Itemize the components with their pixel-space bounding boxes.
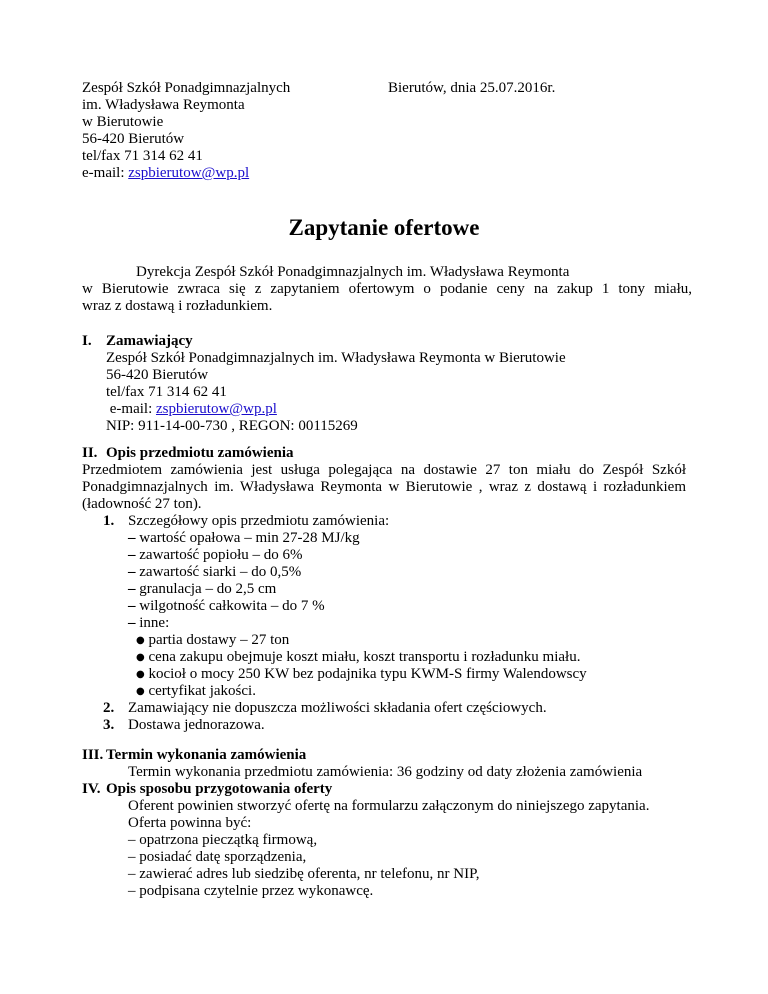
section-4-number: IV. xyxy=(82,781,101,797)
spec-item xyxy=(128,598,360,615)
section-2-paragraph-line: Przedmiotem zamówienia jest usługa polegająca na dostawie 27 ton miału do Zespół Szkół xyxy=(82,462,686,478)
spec-text: zawartość siarki – do 0,5% xyxy=(139,564,302,580)
dash-mark: – xyxy=(128,530,136,546)
orderer-email-line xyxy=(106,401,566,418)
sender-email-line xyxy=(82,165,290,182)
bullet-icon: ● xyxy=(136,652,145,663)
sender-line: im. Władysława Reymonta xyxy=(82,97,245,113)
bullet-list xyxy=(136,632,587,700)
spec-item xyxy=(128,530,360,547)
section-4-line: Oferta powinna być: xyxy=(128,815,252,831)
section-2-paragraph-line: (ładowność 27 ton). xyxy=(82,496,202,512)
requirement-item: – posiadać datę sporządzenia, xyxy=(128,849,307,865)
spec-item xyxy=(128,547,360,564)
bullet-text: partia dostawy – 27 ton xyxy=(148,632,290,648)
dash-mark: – xyxy=(128,564,136,580)
page-title: Zapytanie ofertowe xyxy=(288,215,480,240)
email-link[interactable]: zspbierutow@wp.pl xyxy=(128,165,250,181)
dash-mark: – xyxy=(128,581,136,597)
bullet-icon: ● xyxy=(136,669,145,680)
sender-line: 56-420 Bierutów xyxy=(82,131,185,147)
section-3-text: Termin wykonania przedmiotu zamówienia: 36 godziny od daty złożenia zamówienia xyxy=(128,764,643,780)
bullet-item xyxy=(136,666,587,683)
list-number: 2. xyxy=(103,700,115,716)
section-4-line: Oferent powinien stworzyć ofertę na formularzu załączonym do niniejszego zapytania. xyxy=(128,798,650,814)
intro-line: w Bierutowie zwraca się z zapytaniem ofertowym o podanie ceny na zakup 1 tony miału, xyxy=(82,281,692,297)
section-2-number: II. xyxy=(82,445,98,461)
sender-line: w Bierutowie xyxy=(82,114,164,130)
bullet-item xyxy=(136,632,587,649)
place-date: Bierutów, dnia 25.07.2016r. xyxy=(388,80,556,96)
section-1-heading: Zamawiający xyxy=(106,333,193,349)
orderer-line: 56-420 Bierutów xyxy=(106,367,209,383)
email-label: e-mail: xyxy=(82,165,129,181)
bullet-icon: ● xyxy=(136,635,145,646)
spec-text: inne: xyxy=(139,615,170,631)
section-2-heading: Opis przedmiotu zamówienia xyxy=(106,445,294,461)
requirement-item: – zawierać adres lub siedzibę oferenta, nr telefonu, nr NIP, xyxy=(128,866,480,882)
dash-mark: – xyxy=(128,615,136,631)
orderer-line: NIP: 911-14-00-730 , REGON: 00115269 xyxy=(106,418,358,434)
dash-mark: – xyxy=(128,547,136,563)
dash-mark: – xyxy=(128,598,136,614)
intro-line: Dyrekcja Zespół Szkół Ponadgimnazjalnych im. Władysława Reymonta xyxy=(136,264,570,280)
bullet-text: certyfikat jakości. xyxy=(148,683,256,699)
list-number: 3. xyxy=(103,717,115,733)
spec-list xyxy=(128,530,360,632)
sender-line: Zespół Szkół Ponadgimnazjalnych xyxy=(82,80,291,96)
list-number: 1. xyxy=(103,513,115,529)
list-item: Dostawa jednorazowa. xyxy=(128,717,265,733)
sender-line: tel/fax 71 314 62 41 xyxy=(82,148,203,164)
bullet-text: cena zakupu obejmuje koszt miału, koszt transportu i rozładunku miału. xyxy=(148,649,581,665)
requirement-item: – opatrzona pieczątką firmową, xyxy=(128,832,318,848)
spec-item xyxy=(128,581,360,598)
requirement-item: – podpisana czytelnie przez wykonawcę. xyxy=(128,883,374,899)
list-item: Zamawiający nie dopuszcza możliwości składania ofert częściowych. xyxy=(128,700,547,716)
orderer-line: Zespół Szkół Ponadgimnazjalnych im. Władysława Reymonta w Bierutowie xyxy=(106,350,566,366)
spec-text: zawartość popiołu – do 6% xyxy=(139,547,303,563)
bullet-icon: ● xyxy=(136,686,145,697)
bullet-item xyxy=(136,649,587,666)
section-1-number: I. xyxy=(82,333,92,349)
spec-text: wartość opałowa – min 27-28 MJ/kg xyxy=(139,530,360,546)
section-4-heading: Opis sposobu przygotowania oferty xyxy=(106,781,333,797)
section-4-body xyxy=(128,798,649,900)
email-label: e-mail: xyxy=(106,401,156,417)
intro-line: wraz z dostawą i rozładunkiem. xyxy=(82,298,273,314)
spec-text: wilgotność całkowita – do 7 % xyxy=(139,598,325,614)
spec-item xyxy=(128,615,360,632)
bullet-text: kocioł o mocy 250 KW bez podajnika typu KWM-S firmy Walendowscy xyxy=(148,666,587,682)
section-1-body xyxy=(106,350,566,435)
bullet-item xyxy=(136,683,587,700)
spec-item xyxy=(128,564,360,581)
spec-text: granulacja – do 2,5 cm xyxy=(139,581,277,597)
email-link[interactable]: zspbierutow@wp.pl xyxy=(155,401,277,417)
sender-address xyxy=(82,80,290,182)
list-item: Szczegółowy opis przedmiotu zamówienia: xyxy=(128,513,390,529)
orderer-line: tel/fax 71 314 62 41 xyxy=(106,384,227,400)
section-2-paragraph-line: Ponadgimnazjalnych im. Władysława Reymonta w Bierutowie , wraz z dostawą i rozładunkiem xyxy=(82,479,686,495)
section-3-number: III. xyxy=(82,747,104,763)
section-3-heading: Termin wykonania zamówienia xyxy=(106,747,307,763)
